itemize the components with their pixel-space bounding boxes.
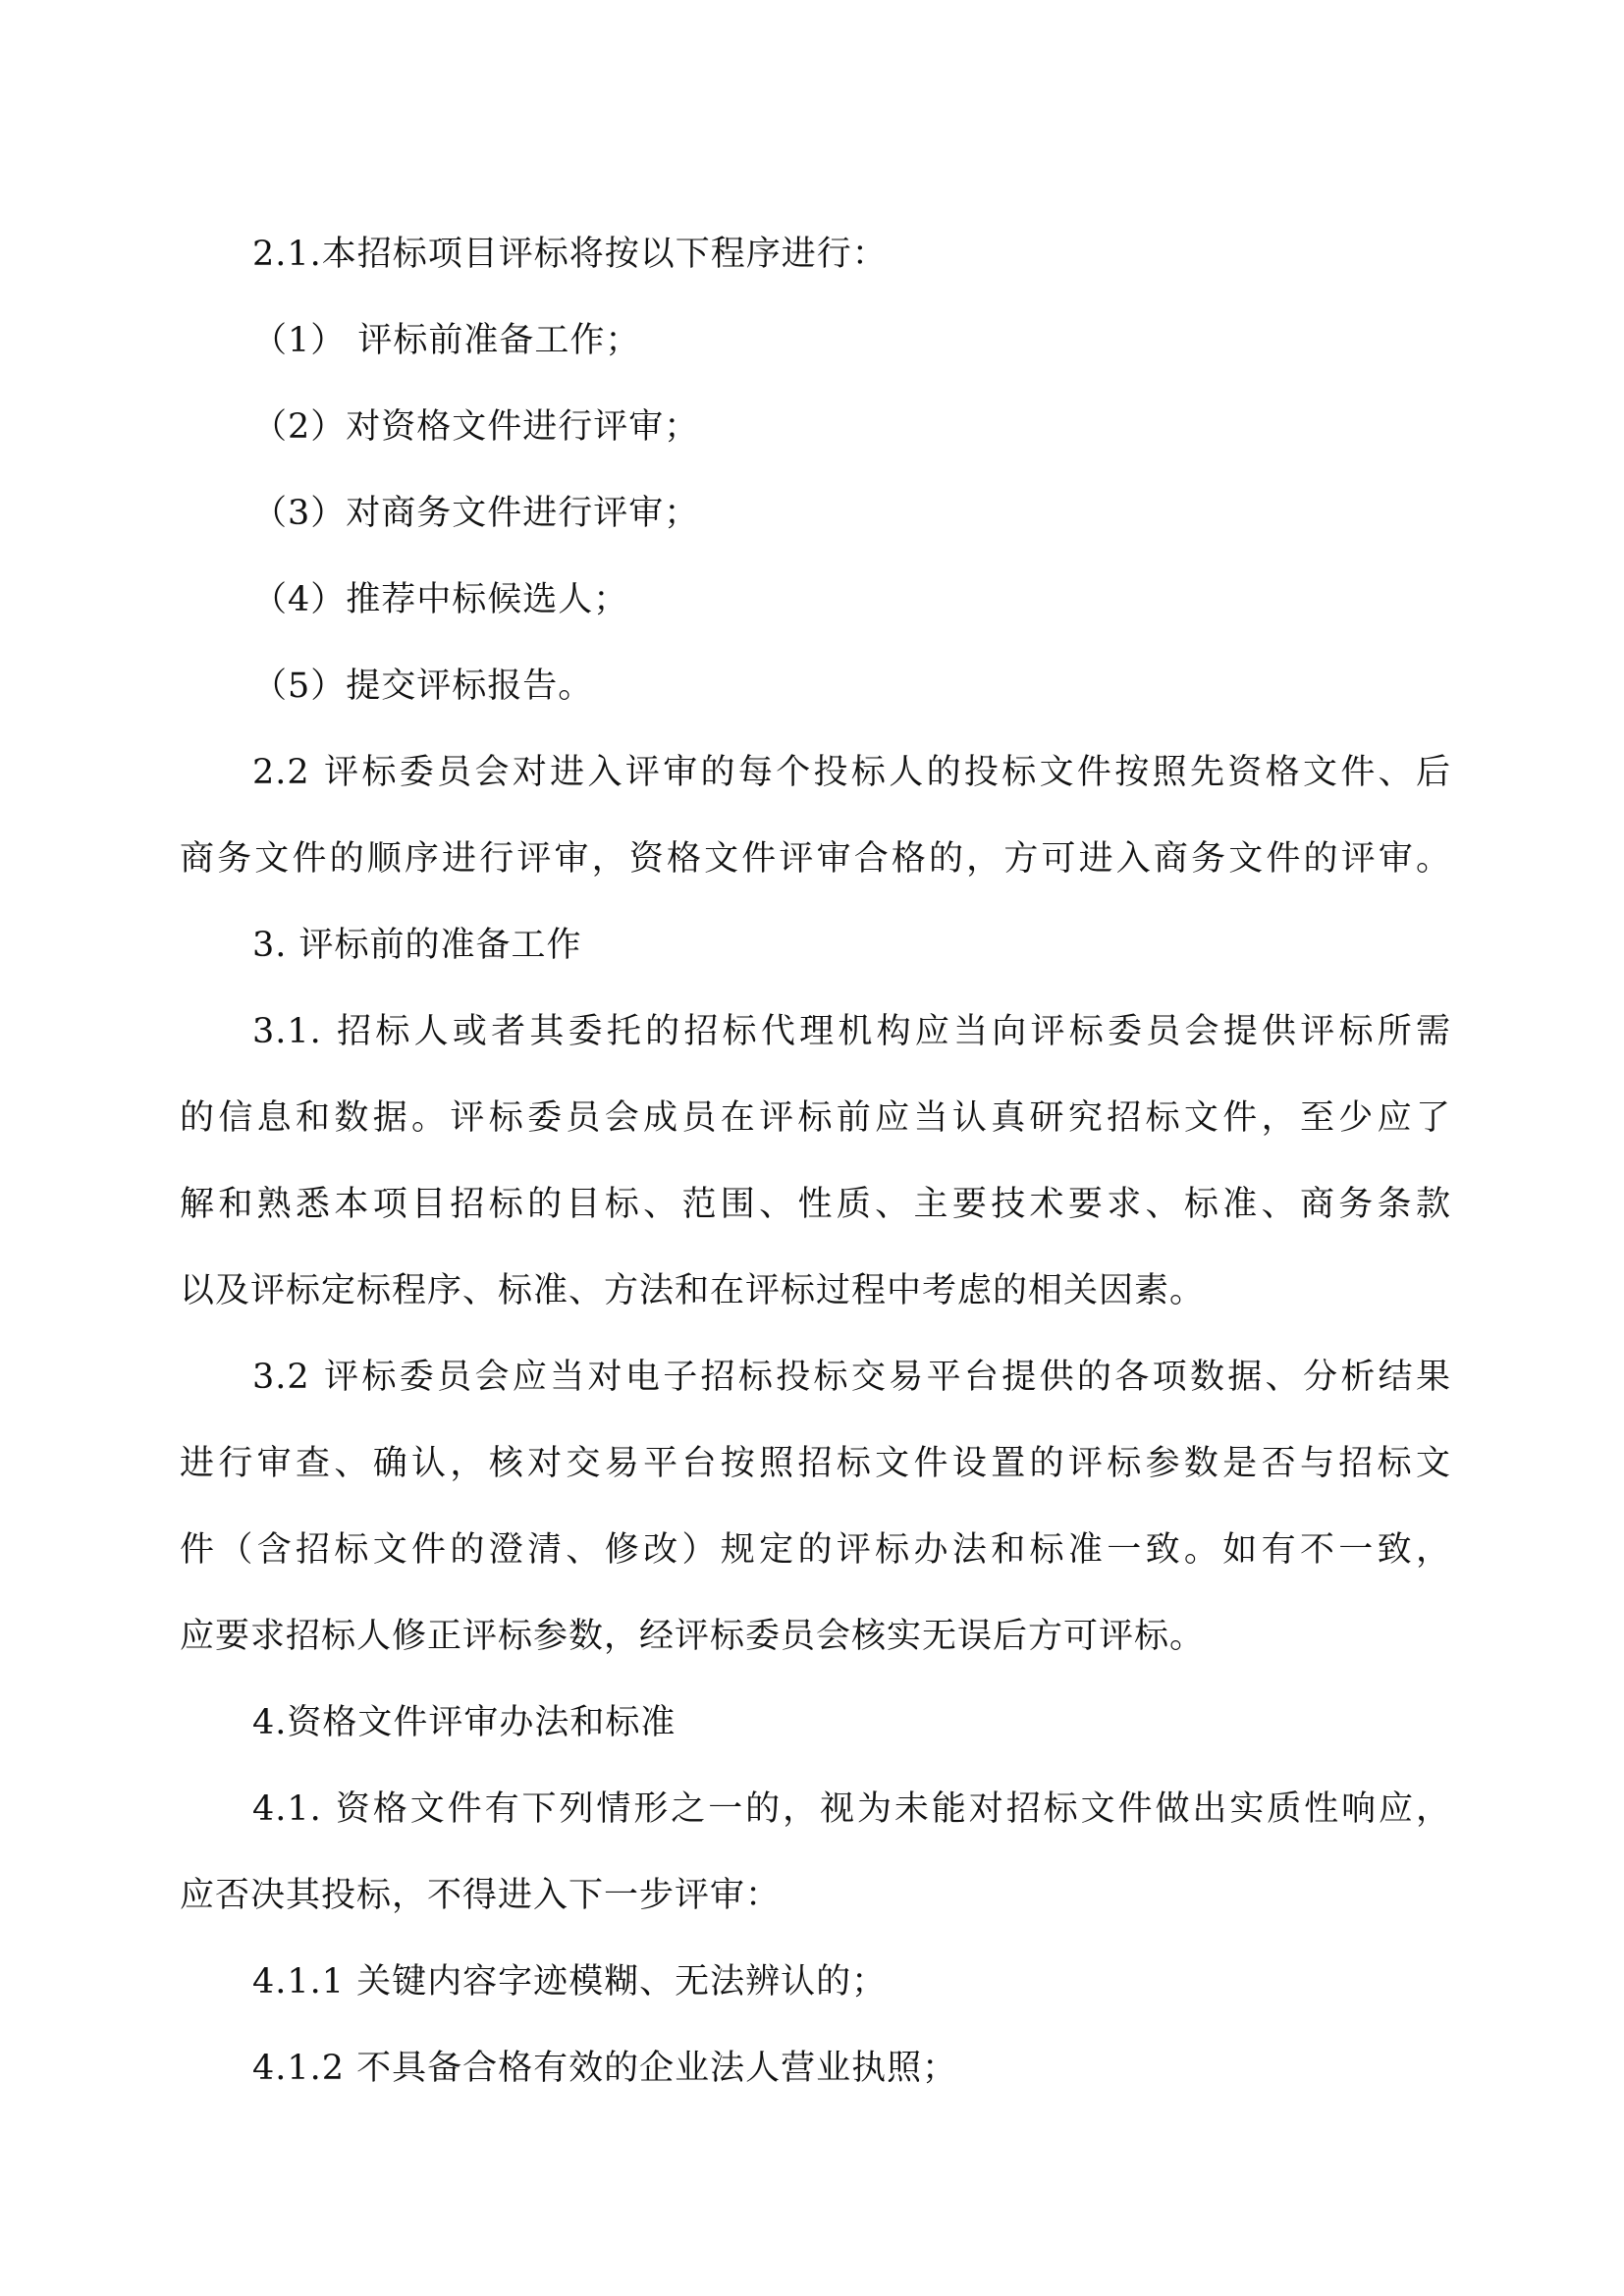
section-4-1-line-2: 应否决其投标，不得进入下一步评审： bbox=[180, 1876, 782, 1915]
section-3-1-line-1: 3.1. 招标人或者其委托的招标代理机构应当向评标委员会提供评标所需 bbox=[252, 1012, 1451, 1051]
section-4-1-1: 4.1.1 关键内容字迹模糊、无法辨认的； bbox=[252, 1962, 888, 2002]
section-4-1-2: 4.1.2 不具备合格有效的企业法人营业执照； bbox=[252, 2049, 958, 2088]
procedure-item-1: （1） 评标前准备工作； bbox=[252, 321, 641, 360]
section-3-2-line-1: 3.2 评标委员会应当对电子招标投标交易平台提供的各项数据、分析结果 bbox=[252, 1358, 1451, 1397]
procedure-item-3: （3）对商务文件进行评审； bbox=[252, 494, 700, 533]
section-3-1-line-4: 以及评标定标程序、标准、方法和在评标过程中考虑的相关因素。 bbox=[180, 1271, 1206, 1310]
section-4-1-line-1: 4.1. 资格文件有下列情形之一的，视为未能对招标文件做出实质性响应， bbox=[252, 1789, 1451, 1829]
procedure-item-2: （2）对资格文件进行评审； bbox=[252, 407, 700, 447]
procedure-item-5: （5）提交评标报告。 bbox=[252, 667, 594, 706]
procedure-item-4: （4）推荐中标候选人； bbox=[252, 580, 629, 619]
section-3-2-line-3: 件（含招标文件的澄清、修改）规定的评标办法和标准一致。如有不一致， bbox=[180, 1530, 1451, 1570]
section-4-heading: 4.资格文件评审办法和标准 bbox=[252, 1703, 677, 1742]
section-3-1-line-3: 解和熟悉本项目招标的目标、范围、性质、主要技术要求、标准、商务条款 bbox=[180, 1185, 1451, 1224]
section-3-2-line-2: 进行审查、确认，核对交易平台按照招标文件设置的评标参数是否与招标文 bbox=[180, 1444, 1451, 1483]
section-3-2-line-4: 应要求招标人修正评标参数，经评标委员会核实无误后方可评标。 bbox=[180, 1617, 1206, 1656]
section-2-2-line-1: 2.2 评标委员会对进入评审的每个投标人的投标文件按照先资格文件、后 bbox=[252, 753, 1451, 792]
section-3-1-line-2: 的信息和数据。评标委员会成员在评标前应当认真研究招标文件，至少应了 bbox=[180, 1098, 1451, 1138]
section-2-2-line-2: 商务文件的顺序进行评审，资格文件评审合格的，方可进入商务文件的评审。 bbox=[180, 839, 1451, 879]
section-3-heading: 3. 评标前的准备工作 bbox=[252, 926, 582, 965]
section-2-1-heading: 2.1.本招标项目评标将按以下程序进行： bbox=[252, 235, 888, 274]
